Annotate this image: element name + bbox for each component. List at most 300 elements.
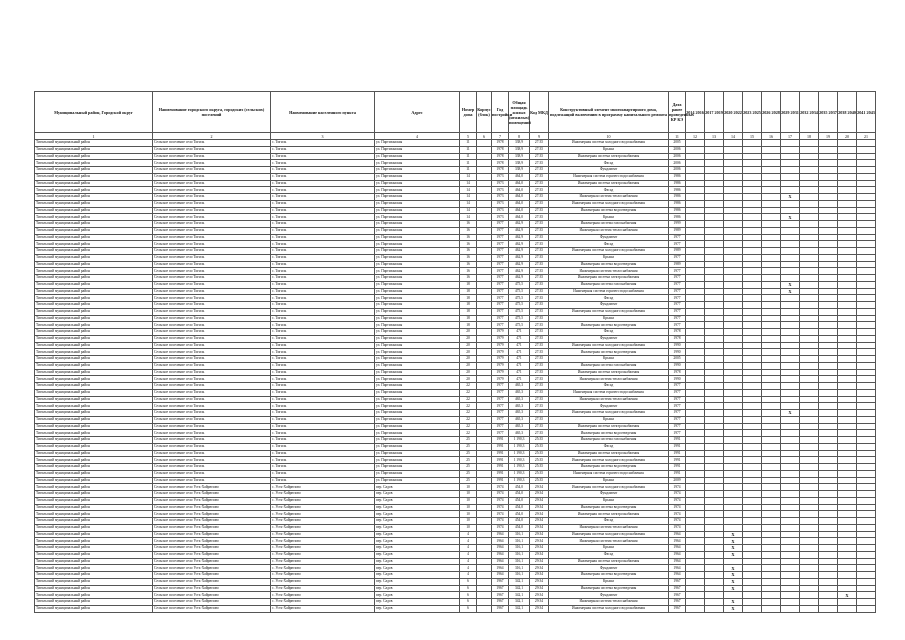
district-cell: Тигильский муниципальный район: [35, 430, 153, 437]
settlement-cell: Сельское поселение село Усть-Хайрюзово: [153, 592, 271, 599]
period-cell: [743, 234, 762, 241]
period-cell: [686, 470, 705, 477]
settlement-cell: Сельское поселение село Тигиль: [153, 200, 271, 207]
district-cell: Тигильский муниципальный район: [35, 194, 153, 201]
period-cell: [800, 430, 819, 437]
address-cell: ул. Партизанская: [375, 248, 460, 255]
build-year-cell: 1977: [492, 396, 509, 403]
prev-repair-cell: 1974: [669, 511, 686, 518]
locality-cell: с. Тигиль: [271, 470, 375, 477]
district-cell: Тигильский муниципальный район: [35, 416, 153, 423]
period-cell: [781, 551, 800, 558]
district-cell: Тигильский муниципальный район: [35, 376, 153, 383]
locality-cell: с. Тигиль: [271, 227, 375, 234]
settlement-cell: Сельское поселение село Тигиль: [153, 423, 271, 430]
locality-cell: с. Тигиль: [271, 477, 375, 484]
address-cell: ул. Партизанская: [375, 275, 460, 282]
period-cell: X: [724, 572, 743, 579]
period-cell: [800, 288, 819, 295]
address-cell: ул. Партизанская: [375, 207, 460, 214]
settlement-cell: Сельское поселение село Тигиль: [153, 450, 271, 457]
address-cell: ул. Партизанская: [375, 335, 460, 342]
house-number-cell: 22: [460, 396, 477, 403]
house-number-cell: 20: [460, 342, 477, 349]
period-cell: [857, 389, 876, 396]
period-cell: [857, 234, 876, 241]
column-number: 13: [705, 133, 724, 140]
period-cell: [705, 369, 724, 376]
period-cell: [686, 214, 705, 221]
period-cell: [762, 241, 781, 248]
period-cell: [743, 268, 762, 275]
period-cell: [743, 187, 762, 194]
district-cell: Тигильский муниципальный район: [35, 248, 153, 255]
district-cell: Тигильский муниципальный район: [35, 504, 153, 511]
mkd-code-cell: 27:35: [530, 261, 549, 268]
period-cell: [724, 329, 743, 336]
period-cell: [800, 254, 819, 261]
period-cell: [743, 153, 762, 160]
column-number: 20: [838, 133, 857, 140]
period-cell: [781, 464, 800, 471]
prev-repair-cell: 1977: [669, 288, 686, 295]
area-cell: 338,9: [509, 160, 530, 167]
prev-repair-cell: 1986: [669, 194, 686, 201]
period-cell: [800, 504, 819, 511]
area-cell: 454,0: [509, 518, 530, 525]
period-cell: [819, 592, 838, 599]
column-header: Дата ранее проведенных КР КЭ: [669, 92, 686, 133]
district-cell: Тигильский муниципальный район: [35, 227, 153, 234]
block-cell: [477, 146, 492, 153]
period-cell: [857, 383, 876, 390]
house-number-cell: 6: [460, 599, 477, 606]
period-cell: [724, 356, 743, 363]
mkd-code-cell: 29:34: [530, 585, 549, 592]
mkd-code-cell: 25:35: [530, 443, 549, 450]
locality-cell: с. Усть-Хайрюзово: [271, 497, 375, 504]
period-cell: [781, 200, 800, 207]
table-row: [35, 410, 876, 417]
period-cell: [762, 342, 781, 349]
locality-cell: с. Тигиль: [271, 383, 375, 390]
period-cell: [838, 558, 857, 565]
house-number-cell: 22: [460, 430, 477, 437]
district-cell: Тигильский муниципальный район: [35, 599, 153, 606]
period-cell: [724, 187, 743, 194]
element-cell: Фасад: [549, 383, 669, 390]
address-cell: ул. Партизанская: [375, 403, 460, 410]
mkd-code-cell: 29:34: [530, 545, 549, 552]
period-cell: [705, 470, 724, 477]
period-cell: [762, 248, 781, 255]
period-cell: [705, 497, 724, 504]
period-cell: [800, 369, 819, 376]
period-cell: [838, 187, 857, 194]
period-cell: [762, 572, 781, 579]
period-cell: [781, 167, 800, 174]
table-row: [35, 524, 876, 531]
period-cell: [762, 173, 781, 180]
period-cell: [705, 335, 724, 342]
period-cell: [857, 578, 876, 585]
element-cell: Инженерная система холодного водоснабжения: [549, 140, 669, 147]
period-cell: [743, 470, 762, 477]
period-cell: [781, 356, 800, 363]
district-cell: Тигильский муниципальный район: [35, 173, 153, 180]
period-cell: [762, 430, 781, 437]
prev-repair-cell: 2005: [669, 356, 686, 363]
period-cell: [762, 160, 781, 167]
address-cell: ул. Партизанская: [375, 396, 460, 403]
period-cell: [686, 551, 705, 558]
block-cell: [477, 234, 492, 241]
address-cell: ул. Партизанская: [375, 477, 460, 484]
period-cell: [705, 302, 724, 309]
district-cell: Тигильский муниципальный район: [35, 214, 153, 221]
house-number-cell: 18: [460, 295, 477, 302]
settlement-cell: Сельское поселение село Усть-Хайрюзово: [153, 497, 271, 504]
period-cell: [762, 524, 781, 531]
period-cell: [705, 187, 724, 194]
locality-cell: с. Тигиль: [271, 349, 375, 356]
mkd-code-cell: 27:35: [530, 275, 549, 282]
period-cell: [800, 302, 819, 309]
build-year-cell: 1973: [492, 214, 509, 221]
address-cell: пер. Садов: [375, 538, 460, 545]
table-row: [35, 484, 876, 491]
period-cell: [762, 221, 781, 228]
period-cell: [705, 410, 724, 417]
period-cell: [705, 558, 724, 565]
table-row: [35, 329, 876, 336]
table-row: [35, 470, 876, 477]
period-cell: [857, 200, 876, 207]
period-cell: [819, 207, 838, 214]
period-cell: [838, 167, 857, 174]
prev-repair-cell: 1964: [669, 572, 686, 579]
column-number: 4: [375, 133, 460, 140]
period-cell: [819, 518, 838, 525]
address-cell: пер. Садов: [375, 585, 460, 592]
settlement-cell: Сельское поселение село Усть-Хайрюзово: [153, 518, 271, 525]
area-cell: 316,1: [509, 538, 530, 545]
mkd-code-cell: 29:34: [530, 572, 549, 579]
area-cell: 475,5: [509, 315, 530, 322]
period-cell: [819, 572, 838, 579]
locality-cell: с. Тигиль: [271, 416, 375, 423]
column-number: 2: [153, 133, 271, 140]
period-cell: [686, 308, 705, 315]
period-cell: [857, 592, 876, 599]
settlement-cell: Сельское поселение село Тигиль: [153, 268, 271, 275]
period-cell: [857, 295, 876, 302]
period-cell: [686, 194, 705, 201]
address-cell: ул. Партизанская: [375, 410, 460, 417]
build-year-cell: 1977: [492, 308, 509, 315]
period-cell: [800, 187, 819, 194]
block-cell: [477, 349, 492, 356]
table-row: [35, 362, 876, 369]
settlement-cell: Сельское поселение село Тигиль: [153, 261, 271, 268]
block-cell: [477, 167, 492, 174]
address-cell: пер. Садов: [375, 599, 460, 606]
period-cell: [857, 491, 876, 498]
element-cell: Инженерная система электроснабжения: [549, 275, 669, 282]
period-cell: [819, 295, 838, 302]
period-cell: [686, 389, 705, 396]
period-cell: [724, 254, 743, 261]
period-cell: [800, 241, 819, 248]
period-cell: [857, 322, 876, 329]
block-cell: [477, 403, 492, 410]
element-cell: Фасад: [549, 187, 669, 194]
period-cell: [781, 153, 800, 160]
period-cell: [705, 383, 724, 390]
period-cell: [857, 443, 876, 450]
block-cell: [477, 558, 492, 565]
block-cell: [477, 491, 492, 498]
area-cell: 342,1: [509, 592, 530, 599]
block-cell: [477, 423, 492, 430]
district-cell: Тигильский муниципальный район: [35, 362, 153, 369]
period-cell: [743, 457, 762, 464]
period-cell: [724, 234, 743, 241]
block-cell: [477, 599, 492, 606]
build-year-cell: 1977: [492, 430, 509, 437]
mkd-code-cell: 27:35: [530, 362, 549, 369]
settlement-cell: Сельское поселение село Тигиль: [153, 356, 271, 363]
area-cell: 462,9: [509, 221, 530, 228]
block-cell: [477, 207, 492, 214]
period-cell: [857, 464, 876, 471]
element-cell: Инженерная система теплоснабжения: [549, 599, 669, 606]
prev-repair-cell: 1977: [669, 383, 686, 390]
table-row: [35, 295, 876, 302]
house-number-cell: 25: [460, 477, 477, 484]
house-number-cell: 25: [460, 464, 477, 471]
period-cell: [819, 389, 838, 396]
period-cell: [781, 308, 800, 315]
address-cell: пер. Садов: [375, 578, 460, 585]
district-cell: Тигильский муниципальный район: [35, 295, 153, 302]
period-cell: [781, 248, 800, 255]
build-year-cell: 1977: [492, 288, 509, 295]
locality-cell: с. Усть-Хайрюзово: [271, 504, 375, 511]
block-cell: [477, 180, 492, 187]
period-cell: [800, 592, 819, 599]
period-cell: [781, 268, 800, 275]
settlement-cell: Сельское поселение село Тигиль: [153, 288, 271, 295]
period-cell: [838, 572, 857, 579]
period-cell: [857, 241, 876, 248]
period-cell: [800, 464, 819, 471]
period-cell: [838, 194, 857, 201]
locality-cell: с. Усть-Хайрюзово: [271, 558, 375, 565]
period-cell: [762, 511, 781, 518]
period-cell: [686, 410, 705, 417]
district-cell: Тигильский муниципальный район: [35, 383, 153, 390]
period-cell: [857, 160, 876, 167]
mkd-code-cell: 29:34: [530, 578, 549, 585]
district-cell: Тигильский муниципальный район: [35, 221, 153, 228]
period-cell: [857, 396, 876, 403]
district-cell: Тигильский муниципальный район: [35, 477, 153, 484]
table-row: [35, 369, 876, 376]
locality-cell: с. Тигиль: [271, 315, 375, 322]
period-cell: [781, 423, 800, 430]
locality-cell: с. Тигиль: [271, 207, 375, 214]
period-cell: [800, 585, 819, 592]
locality-cell: с. Тигиль: [271, 214, 375, 221]
address-cell: ул. Партизанская: [375, 423, 460, 430]
column-header: Наименование городского округа, городских (сельских) поселений: [153, 92, 271, 133]
element-cell: Фундамент: [549, 335, 669, 342]
address-cell: ул. Партизанская: [375, 214, 460, 221]
area-cell: 316,1: [509, 531, 530, 538]
build-year-cell: 1977: [492, 423, 509, 430]
build-year-cell: 1979: [492, 342, 509, 349]
table-row: [35, 146, 876, 153]
element-cell: Фасад: [549, 329, 669, 336]
table-row: [35, 281, 876, 288]
mkd-code-cell: 25:35: [530, 457, 549, 464]
period-cell: [724, 221, 743, 228]
period-cell: [705, 511, 724, 518]
settlement-cell: Сельское поселение село Усть-Хайрюзово: [153, 585, 271, 592]
period-cell: [857, 605, 876, 612]
settlement-cell: Сельское поселение село Тигиль: [153, 295, 271, 302]
period-cell: [724, 497, 743, 504]
period-cell: [781, 140, 800, 147]
prev-repair-cell: 1974: [669, 504, 686, 511]
period-cell: [762, 261, 781, 268]
locality-cell: с. Тигиль: [271, 410, 375, 417]
table-body: [35, 140, 876, 613]
period-cell: [800, 437, 819, 444]
period-cell: [762, 585, 781, 592]
address-cell: пер. Садов: [375, 565, 460, 572]
period-cell: [762, 207, 781, 214]
period-cell: [838, 457, 857, 464]
address-cell: ул. Партизанская: [375, 234, 460, 241]
column-header: Общая площадь жилых (нежилых) помещений: [509, 92, 530, 133]
period-cell: X: [781, 288, 800, 295]
block-cell: [477, 511, 492, 518]
period-cell: [781, 342, 800, 349]
settlement-cell: Сельское поселение село Тигиль: [153, 329, 271, 336]
build-year-cell: 1978: [492, 167, 509, 174]
period-cell: [743, 491, 762, 498]
block-cell: [477, 410, 492, 417]
district-cell: Тигильский муниципальный район: [35, 356, 153, 363]
period-cell: [705, 545, 724, 552]
period-cell: [705, 403, 724, 410]
address-cell: ул. Партизанская: [375, 369, 460, 376]
period-cell: [819, 221, 838, 228]
table-row: [35, 342, 876, 349]
table-row: [35, 173, 876, 180]
period-cell: [705, 396, 724, 403]
period-cell: [762, 504, 781, 511]
period-cell: [743, 518, 762, 525]
prev-repair-cell: 1977: [669, 322, 686, 329]
period-cell: [762, 450, 781, 457]
prev-repair-cell: 2006: [669, 167, 686, 174]
period-cell: [762, 437, 781, 444]
period-cell: [819, 275, 838, 282]
build-year-cell: 1973: [492, 187, 509, 194]
period-cell: [705, 221, 724, 228]
period-cell: [857, 207, 876, 214]
period-cell: [762, 214, 781, 221]
period-cell: [781, 362, 800, 369]
period-cell: [743, 160, 762, 167]
build-year-cell: 1991: [492, 470, 509, 477]
locality-cell: с. Усть-Хайрюзово: [271, 484, 375, 491]
period-cell: [800, 416, 819, 423]
period-cell: [724, 376, 743, 383]
build-year-cell: 1974: [492, 491, 509, 498]
area-cell: 1 190,3: [509, 457, 530, 464]
period-cell: [838, 491, 857, 498]
period-cell: [800, 410, 819, 417]
block-cell: [477, 227, 492, 234]
build-year-cell: 1977: [492, 261, 509, 268]
address-cell: пер. Садов: [375, 605, 460, 612]
house-number-cell: 16: [460, 275, 477, 282]
area-cell: 475,5: [509, 302, 530, 309]
period-cell: [705, 504, 724, 511]
area-cell: 471: [509, 329, 530, 336]
settlement-cell: Сельское поселение село Тигиль: [153, 140, 271, 147]
area-cell: 454,0: [509, 491, 530, 498]
table-row: [35, 383, 876, 390]
house-number-cell: 20: [460, 362, 477, 369]
address-cell: ул. Партизанская: [375, 167, 460, 174]
period-cell: [838, 599, 857, 606]
table-row: [35, 457, 876, 464]
period-cell: [800, 268, 819, 275]
element-cell: Инженерная система электроснабжения: [549, 180, 669, 187]
period-cell: [857, 470, 876, 477]
period-cell: [705, 241, 724, 248]
element-cell: Инженерная система электроснабжения: [549, 450, 669, 457]
locality-cell: с. Усть-Хайрюзово: [271, 524, 375, 531]
period-cell: [724, 227, 743, 234]
area-cell: 464,0: [509, 180, 530, 187]
period-cell: [838, 322, 857, 329]
table-row: [35, 308, 876, 315]
period-cell: [705, 605, 724, 612]
block-cell: [477, 329, 492, 336]
house-number-cell: 22: [460, 410, 477, 417]
block-cell: [477, 288, 492, 295]
mkd-code-cell: 27:35: [530, 221, 549, 228]
period-cell: [705, 531, 724, 538]
build-year-cell: 1974: [492, 524, 509, 531]
build-year-cell: 1979: [492, 329, 509, 336]
area-cell: 338,9: [509, 167, 530, 174]
period-cell: [781, 180, 800, 187]
block-cell: [477, 585, 492, 592]
period-cell: [705, 268, 724, 275]
period-cell: [743, 295, 762, 302]
period-cell: [800, 538, 819, 545]
house-number-cell: 20: [460, 356, 477, 363]
element-cell: Инженерная система водоотведения: [549, 322, 669, 329]
locality-cell: с. Тигиль: [271, 180, 375, 187]
